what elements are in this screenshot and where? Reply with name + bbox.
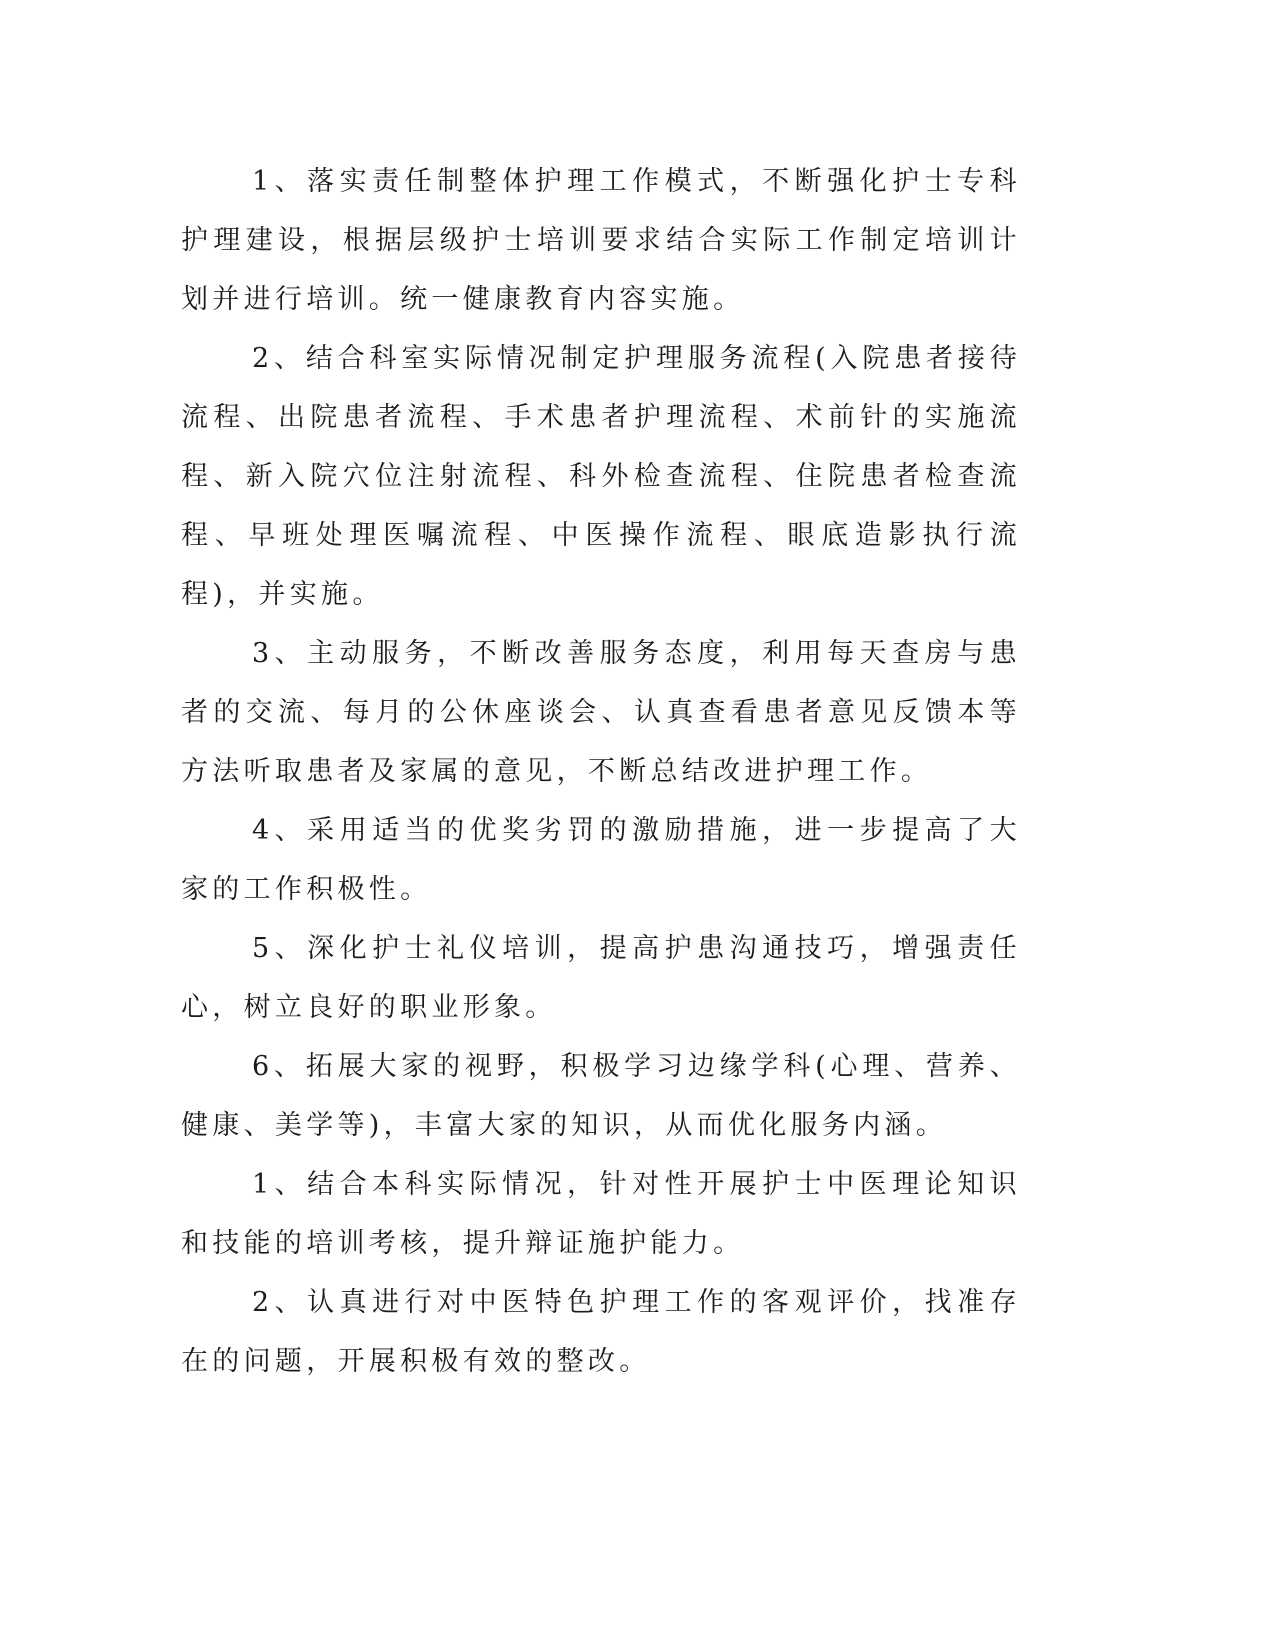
paragraph-1: 1、落实责任制整体护理工作模式，不断强化护士专科护理建设，根据层级护士培训要求结合实际工作制定培训计划并进行培训。统一健康教育内容实施。	[181, 166, 1021, 315]
paragraph-5: 5、深化护士礼仪培训，提高护患沟通技巧，增强责任心，树立良好的职业形象。	[181, 933, 1021, 1023]
document-body	[181, 152, 1021, 1391]
paragraph-4: 4、采用适当的优奖劣罚的激励措施，进一步提高了大家的工作积极性。	[181, 815, 1021, 905]
paragraph-2: 2、结合科室实际情况制定护理服务流程(入院患者接待流程、出院患者流程、手术患者护理流程、术前针的实施流程、新入院穴位注射流程、科外检查流程、住院患者检查流程、早班处理医嘱流程、中医操作流程、眼底造影执行流程)，并实施。	[181, 343, 1021, 610]
paragraph-3: 3、主动服务，不断改善服务态度，利用每天查房与患者的交流、每月的公休座谈会、认真查看患者意见反馈本等方法听取患者及家属的意见，不断总结改进护理工作。	[181, 638, 1021, 787]
paragraph-7: 1、结合本科实际情况，针对性开展护士中医理论知识和技能的培训考核，提升辩证施护能力。	[181, 1169, 1021, 1259]
paragraph-6: 6、拓展大家的视野，积极学习边缘学科(心理、营养、健康、美学等)，丰富大家的知识，从而优化服务内涵。	[181, 1051, 1021, 1141]
paragraph-8: 2、认真进行对中医特色护理工作的客观评价，找准存在的问题，开展积极有效的整改。	[181, 1287, 1021, 1377]
